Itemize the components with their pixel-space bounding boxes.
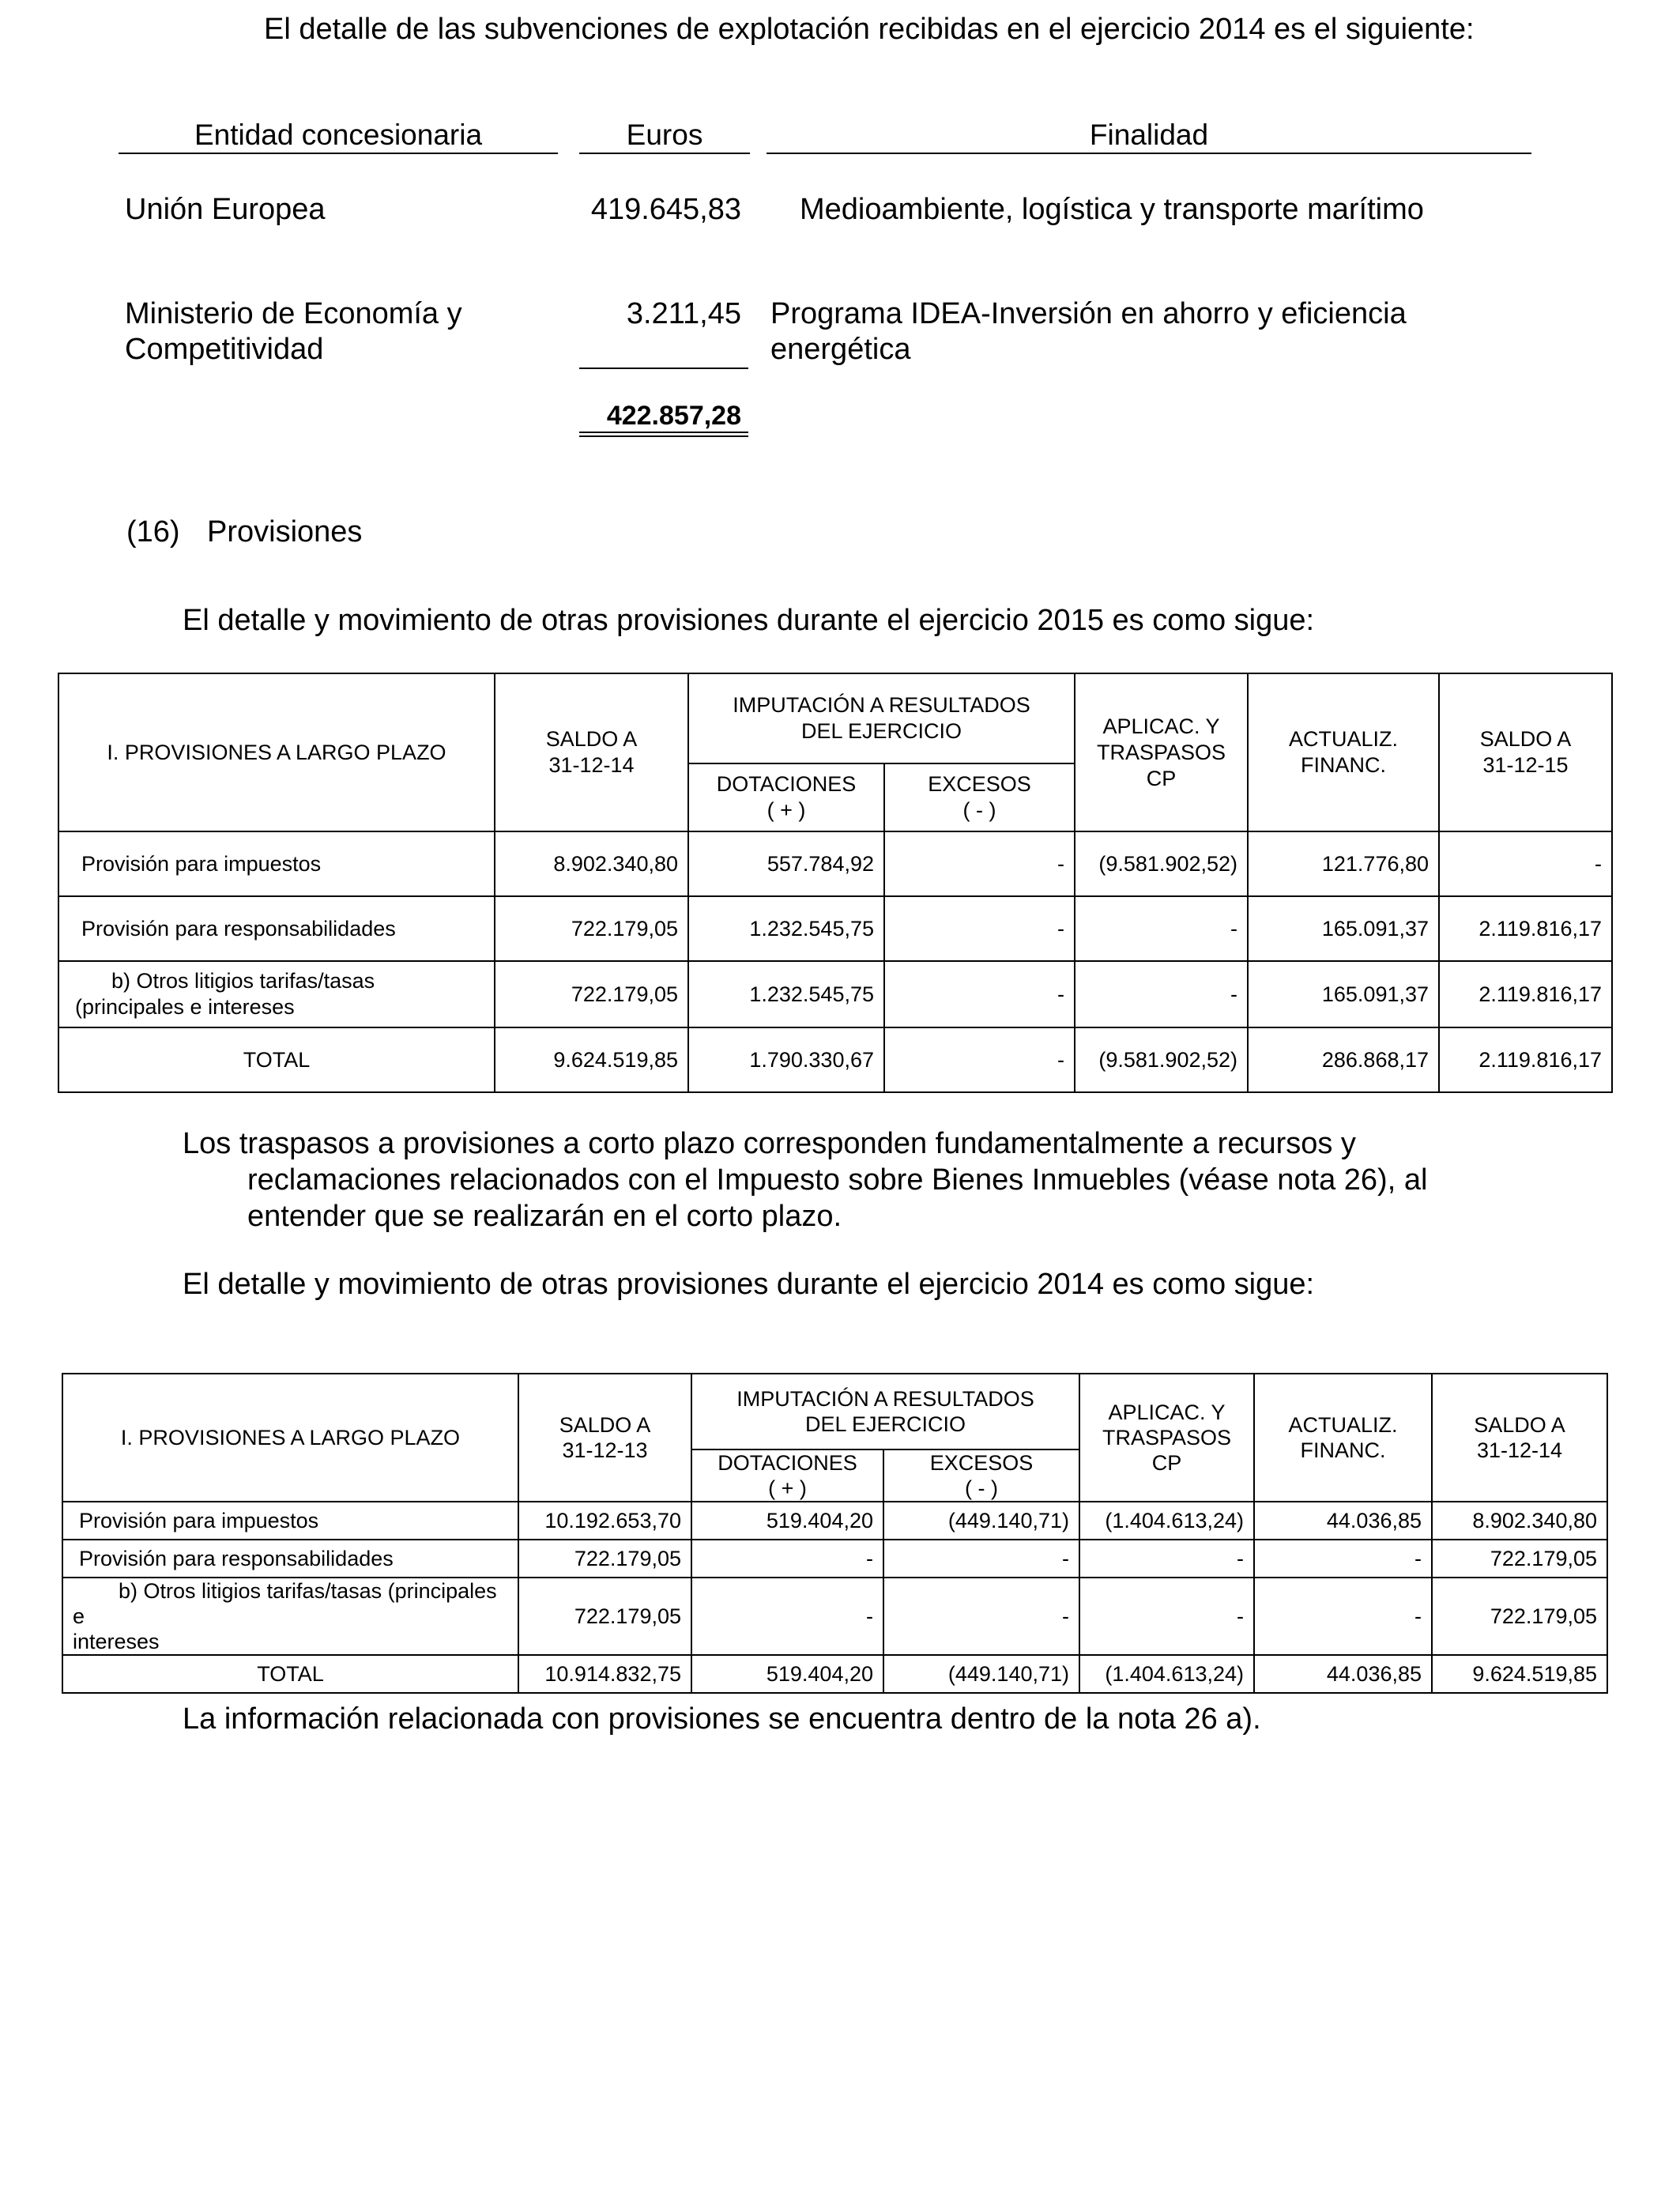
cell-dotaciones: - (691, 1578, 883, 1655)
cell-actualiz: 121.776,80 (1248, 831, 1439, 896)
subsidy-entity: Unión Europea (125, 193, 326, 226)
cell-aplicac: - (1079, 1540, 1254, 1578)
header-finalidad: Finalidad (1089, 119, 1209, 151)
subsidy-purpose: Medioambiente, logística y transporte marítimo (800, 193, 1424, 226)
row-label: Provisión para impuestos (58, 831, 495, 896)
header-entidad: Entidad concesionaria (194, 119, 483, 151)
row-label: b) Otros litigios tarifas/tasas (principales e intereses (62, 1578, 518, 1655)
header-rule (119, 153, 558, 154)
cell-saldo-inicial: 722.179,05 (518, 1540, 691, 1578)
cell-excesos: - (884, 961, 1075, 1027)
cell-saldo-inicial: 722.179,05 (495, 896, 688, 961)
cell-excesos: - (883, 1540, 1079, 1578)
provisions-table-2014 (62, 1373, 1608, 1694)
cell-saldo-final: 2.119.816,17 (1439, 896, 1612, 961)
cell-actualiz: 286.868,17 (1248, 1027, 1439, 1092)
cell-saldo-inicial: 722.179,05 (495, 961, 688, 1027)
cell-saldo-inicial: 10.914.832,75 (518, 1655, 691, 1693)
table-row (62, 1502, 1607, 1540)
col-header-excesos: EXCESOS ( - ) (884, 763, 1075, 831)
cell-saldo-final: 9.624.519,85 (1432, 1655, 1607, 1693)
col-header-actualiz: ACTUALIZ. FINANC. (1248, 673, 1439, 831)
cell-dotaciones: 519.404,20 (691, 1655, 883, 1693)
subsidy-purpose: energética (770, 333, 911, 366)
table-row (62, 1578, 1607, 1655)
cell-aplicac: - (1075, 896, 1248, 961)
row-label: Provisión para impuestos (62, 1502, 518, 1540)
col-header-provisiones: I. PROVISIONES A LARGO PLAZO (62, 1374, 518, 1502)
cell-dotaciones: 1.232.545,75 (688, 896, 884, 961)
cell-dotaciones: 557.784,92 (688, 831, 884, 896)
cell-saldo-inicial: 9.624.519,85 (495, 1027, 688, 1092)
subsidy-amount: 3.211,45 (626, 297, 741, 330)
row-label: Provisión para responsabilidades (58, 896, 495, 961)
total-double-rule (579, 432, 748, 433)
section-title: Provisiones (207, 515, 363, 548)
row-label: Provisión para responsabilidades (62, 1540, 518, 1578)
subsidy-purpose: Programa IDEA-Inversión en ahorro y eficiencia (770, 297, 1407, 330)
cell-actualiz: 44.036,85 (1254, 1655, 1432, 1693)
cell-actualiz: 44.036,85 (1254, 1502, 1432, 1540)
table-row (62, 1540, 1607, 1578)
cell-saldo-inicial: 10.192.653,70 (518, 1502, 691, 1540)
cell-excesos: - (884, 831, 1075, 896)
col-header-imputacion: IMPUTACIÓN A RESULTADOS DEL EJERCICIO (691, 1374, 1079, 1449)
cell-dotaciones: - (691, 1540, 883, 1578)
subsidy-amount: 419.645,83 (590, 193, 741, 226)
col-header-dotaciones: DOTACIONES ( + ) (688, 763, 884, 831)
cell-excesos: (449.140,71) (883, 1655, 1079, 1693)
intro-paragraph: El detalle de las subvenciones de explotación recibidas en el ejercicio 2014 es el siguiente: (264, 13, 1475, 46)
cell-saldo-inicial: 722.179,05 (518, 1578, 691, 1655)
header-rule (579, 153, 750, 154)
subsidy-entity: Competitividad (125, 333, 324, 366)
col-header-saldo-inicial: SALDO A 31-12-13 (518, 1374, 691, 1502)
cell-excesos: - (883, 1578, 1079, 1655)
cell-saldo-final: 2.119.816,17 (1439, 961, 1612, 1027)
cell-saldo-final: - (1439, 831, 1612, 896)
section-number: (16) (126, 515, 180, 548)
cell-excesos: - (884, 1027, 1075, 1092)
subsidy-entity: Ministerio de Economía y (125, 297, 462, 330)
header-euros: Euros (626, 119, 703, 151)
cell-aplicac: (1.404.613,24) (1079, 1655, 1254, 1693)
cell-actualiz: 165.091,37 (1248, 961, 1439, 1027)
cell-aplicac: (1.404.613,24) (1079, 1502, 1254, 1540)
cell-actualiz: - (1254, 1578, 1432, 1655)
subsidy-total: 422.857,28 (606, 401, 741, 431)
cell-aplicac: (9.581.902,52) (1075, 1027, 1248, 1092)
col-header-saldo-inicial: SALDO A 31-12-14 (495, 673, 688, 831)
table-row (58, 896, 1612, 961)
closing-paragraph: La información relacionada con provisiones se encuentra dentro de la nota 26 a). (183, 1702, 1261, 1736)
cell-saldo-final: 722.179,05 (1432, 1578, 1607, 1655)
traspasos-line-3: entender que se realizarán en el corto plazo. (247, 1200, 842, 1233)
col-header-provisiones: I. PROVISIONES A LARGO PLAZO (58, 673, 495, 831)
col-header-aplicac: APLICAC. Y TRASPASOS CP (1075, 673, 1248, 831)
row-label: TOTAL (62, 1655, 518, 1693)
subtotal-rule (579, 368, 748, 369)
table-row-total (62, 1655, 1607, 1693)
cell-actualiz: 165.091,37 (1248, 896, 1439, 961)
paragraph-2014: El detalle y movimiento de otras provisiones durante el ejercicio 2014 es como sigue: (183, 1268, 1315, 1301)
cell-saldo-final: 2.119.816,17 (1439, 1027, 1612, 1092)
traspasos-line-2: reclamaciones relacionados con el Impuesto sobre Bienes Inmuebles (véase nota 26), al (247, 1163, 1428, 1197)
cell-aplicac: - (1075, 961, 1248, 1027)
cell-dotaciones: 1.232.545,75 (688, 961, 884, 1027)
paragraph-2015: El detalle y movimiento de otras provisiones durante el ejercicio 2015 es como sigue: (183, 604, 1315, 637)
cell-saldo-final: 722.179,05 (1432, 1540, 1607, 1578)
row-label: b) Otros litigios tarifas/tasas (principales e intereses (58, 961, 495, 1027)
provisions-table-2015 (58, 673, 1613, 1093)
cell-aplicac: - (1079, 1578, 1254, 1655)
table-row (58, 831, 1612, 896)
cell-aplicac: (9.581.902,52) (1075, 831, 1248, 896)
header-rule (767, 153, 1531, 154)
cell-saldo-inicial: 8.902.340,80 (495, 831, 688, 896)
cell-actualiz: - (1254, 1540, 1432, 1578)
col-header-saldo-final: SALDO A 31-12-15 (1439, 673, 1612, 831)
col-header-imputacion: IMPUTACIÓN A RESULTADOS DEL EJERCICIO (688, 673, 1075, 763)
table-row (58, 961, 1612, 1027)
cell-dotaciones: 519.404,20 (691, 1502, 883, 1540)
cell-excesos: - (884, 896, 1075, 961)
traspasos-line-1: Los traspasos a provisiones a corto plazo corresponden fundamentalmente a recursos y (183, 1127, 1356, 1160)
col-header-dotaciones: DOTACIONES ( + ) (691, 1449, 883, 1502)
row-label: TOTAL (58, 1027, 495, 1092)
col-header-aplicac: APLICAC. Y TRASPASOS CP (1079, 1374, 1254, 1502)
col-header-excesos: EXCESOS ( - ) (883, 1449, 1079, 1502)
total-double-rule (579, 435, 748, 437)
col-header-saldo-final: SALDO A 31-12-14 (1432, 1374, 1607, 1502)
cell-dotaciones: 1.790.330,67 (688, 1027, 884, 1092)
col-header-actualiz: ACTUALIZ. FINANC. (1254, 1374, 1432, 1502)
cell-excesos: (449.140,71) (883, 1502, 1079, 1540)
table-row-total (58, 1027, 1612, 1092)
cell-saldo-final: 8.902.340,80 (1432, 1502, 1607, 1540)
